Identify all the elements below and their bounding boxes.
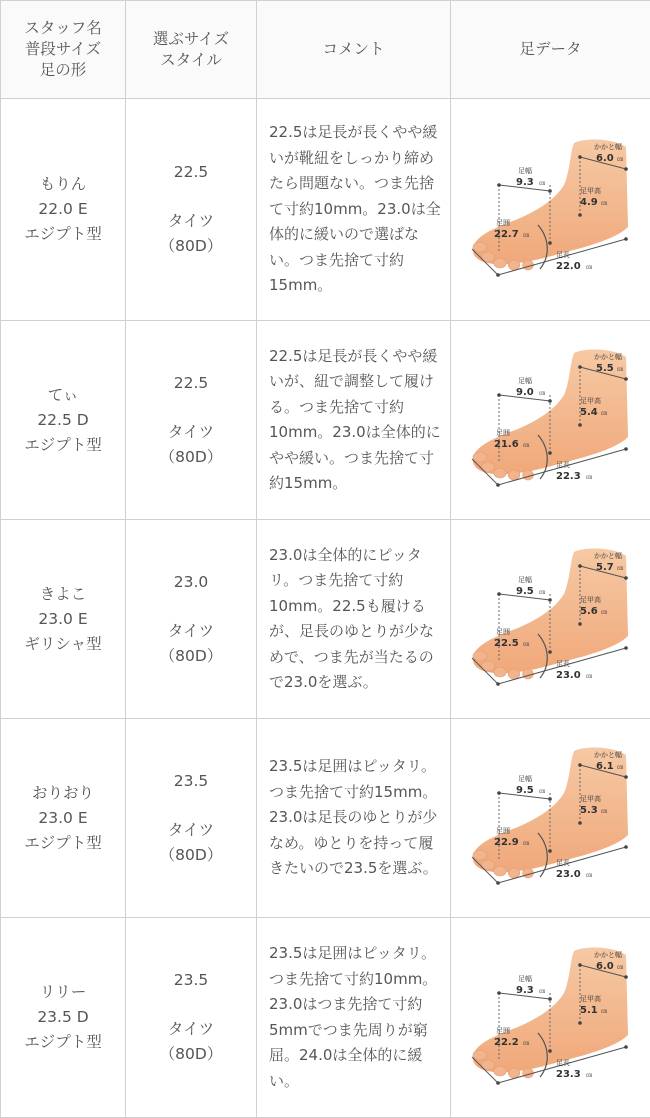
header-comment: コメント: [257, 1, 451, 99]
measure-point-icon: [497, 183, 501, 187]
toe-icon: [473, 242, 487, 252]
length-label: 足長: [556, 250, 570, 259]
heel-width-label: かかと幅: [594, 142, 622, 151]
table-row: [1, 918, 650, 1118]
foot-diagram: [466, 135, 636, 285]
measure-point-icon: [497, 791, 501, 795]
toe-icon: [493, 468, 505, 478]
foot-width-label: 足幅: [518, 974, 532, 983]
style-denier: （80D）: [126, 445, 256, 470]
unit-label: ㎝: [586, 264, 592, 271]
toe-icon: [508, 470, 520, 480]
measure-point-icon: [496, 881, 500, 885]
heel-width-value: 5.7: [596, 562, 614, 573]
toe-icon: [473, 1050, 487, 1060]
style-name: タイツ: [126, 420, 256, 445]
staff-name: もりん: [1, 172, 125, 197]
girth-value: 22.2: [494, 1037, 519, 1048]
length-label: 足長: [556, 1058, 570, 1067]
length-label: 足長: [556, 858, 570, 867]
length-value: 22.3: [556, 471, 581, 482]
measure-point-icon: [578, 1021, 582, 1025]
foot-width-label: 足幅: [518, 575, 532, 584]
foot-diagram: [466, 943, 636, 1093]
foot-diagram: [466, 743, 636, 893]
measure-point-icon: [548, 650, 552, 654]
foot-shape: エジプト型: [1, 433, 125, 458]
foot-width-value: 9.5: [516, 785, 534, 796]
length-value: 22.0: [556, 261, 581, 272]
unit-label: ㎝: [617, 964, 623, 971]
foot-width-label: 足幅: [518, 774, 532, 783]
staff-name: きよこ: [1, 582, 125, 607]
measure-point-icon: [497, 991, 501, 995]
header-size: 選ぶサイズ スタイル: [126, 1, 257, 99]
foot-width-value: 9.3: [516, 985, 534, 996]
instep-height-value: 5.4: [580, 407, 598, 418]
foot-width-value: 9.3: [516, 177, 534, 188]
instep-height-value: 4.9: [580, 197, 598, 208]
usual-size: 23.5 D: [1, 1005, 125, 1030]
unit-label: ㎝: [617, 565, 623, 572]
measure-point-icon: [624, 377, 628, 381]
unit-label: ㎝: [523, 641, 529, 648]
foot-shape: エジプト型: [1, 222, 125, 247]
chosen-size: 22.5: [126, 371, 256, 396]
staff-name: てぃ: [1, 383, 125, 408]
unit-label: ㎝: [539, 589, 545, 596]
staff-cell: [1, 520, 126, 719]
measure-point-icon: [624, 237, 628, 241]
measure-point-icon: [548, 797, 552, 801]
measure-point-icon: [624, 576, 628, 580]
length-label: 足長: [556, 460, 570, 469]
measure-point-icon: [624, 845, 628, 849]
length-value: 23.3: [556, 1069, 581, 1080]
chosen-size-cell: [126, 719, 257, 918]
comment-cell: 22.5は足長が長くやや緩いが、紐で調整して履ける。つま先捨て寸約10mm。23.0は全体的にやや緩い。つま先捨て寸約15mm。: [257, 321, 451, 520]
chosen-size-cell: [126, 918, 257, 1118]
instep-height-value: 5.1: [580, 1005, 598, 1016]
measure-point-icon: [548, 598, 552, 602]
measure-point-icon: [578, 963, 582, 967]
toe-icon: [493, 258, 505, 268]
measure-point-icon: [548, 1049, 552, 1053]
unit-label: ㎝: [617, 156, 623, 163]
heel-width-label: かかと幅: [594, 950, 622, 959]
table-row: [1, 719, 650, 918]
heel-width-value: 5.5: [596, 363, 614, 374]
girth-label: 足囲: [496, 826, 510, 835]
heel-width-label: かかと幅: [594, 750, 622, 759]
heel-width-value: 6.1: [596, 761, 614, 772]
staff-name: リリー: [1, 980, 125, 1005]
table-row: [1, 99, 650, 321]
staff-cell: [1, 719, 126, 918]
measure-point-icon: [548, 997, 552, 1001]
girth-label: 足囲: [496, 428, 510, 437]
length-label: 足長: [556, 659, 570, 668]
measure-point-icon: [578, 155, 582, 159]
comment-cell: 23.5は足囲はピッタリ。つま先捨て寸約15mm。23.0は足長のゆとりが少なめ。ゆとりを持って履きたいので23.5を選ぶ。: [257, 719, 451, 918]
usual-size: 23.0 E: [1, 806, 125, 831]
measure-point-icon: [548, 189, 552, 193]
header-staff: スタッフ名 普段サイズ 足の形: [1, 1, 126, 99]
comment-cell: 23.5は足囲はピッタリ。つま先捨て寸約10mm。23.0はつま先捨て寸約5mmでつま先周りが窮屈。24.0は全体的に緩い。: [257, 918, 451, 1118]
measure-point-icon: [578, 365, 582, 369]
measure-point-icon: [496, 483, 500, 487]
measure-point-icon: [548, 241, 552, 245]
unit-label: ㎝: [601, 808, 607, 815]
foot-data-cell: [451, 99, 650, 321]
instep-height-label: 足甲高: [580, 794, 601, 803]
instep-height-label: 足甲高: [580, 186, 601, 195]
measure-point-icon: [578, 763, 582, 767]
measure-point-icon: [624, 447, 628, 451]
chosen-size: 23.5: [126, 769, 256, 794]
heel-width-value: 6.0: [596, 961, 614, 972]
chosen-size: 23.5: [126, 968, 256, 993]
instep-height-label: 足甲高: [580, 994, 601, 1003]
heel-width-label: かかと幅: [594, 551, 622, 560]
style-denier: （80D）: [126, 234, 256, 259]
foot-diagram: [466, 544, 636, 694]
toe-icon: [508, 669, 520, 679]
instep-height-value: 5.3: [580, 805, 598, 816]
unit-label: ㎝: [523, 442, 529, 449]
unit-label: ㎝: [601, 1008, 607, 1015]
toe-icon: [473, 651, 487, 661]
instep-height-label: 足甲高: [580, 595, 601, 604]
heel-width-value: 6.0: [596, 153, 614, 164]
measure-point-icon: [497, 592, 501, 596]
girth-value: 21.6: [494, 439, 519, 450]
toe-icon: [493, 1066, 505, 1076]
header-foot-data: 足データ: [451, 1, 650, 99]
table-row: [1, 520, 650, 719]
foot-data-cell: [451, 321, 650, 520]
measure-point-icon: [578, 622, 582, 626]
chosen-size: 23.0: [126, 570, 256, 595]
foot-data-cell: [451, 719, 650, 918]
length-value: 23.0: [556, 869, 581, 880]
header-row: [1, 1, 650, 99]
foot-data-cell: [451, 918, 650, 1118]
measure-point-icon: [496, 1081, 500, 1085]
unit-label: ㎝: [617, 764, 623, 771]
measure-point-icon: [624, 646, 628, 650]
unit-label: ㎝: [601, 200, 607, 207]
measure-point-icon: [624, 975, 628, 979]
measure-point-icon: [578, 213, 582, 217]
length-value: 23.0: [556, 670, 581, 681]
measure-point-icon: [548, 399, 552, 403]
foot-shape: エジプト型: [1, 1030, 125, 1055]
unit-label: ㎝: [539, 390, 545, 397]
toe-icon: [508, 260, 520, 270]
girth-label: 足囲: [496, 627, 510, 636]
foot-diagram: [466, 345, 636, 495]
measure-point-icon: [548, 849, 552, 853]
unit-label: ㎝: [586, 474, 592, 481]
foot-shape: エジプト型: [1, 831, 125, 856]
measure-point-icon: [497, 393, 501, 397]
girth-value: 22.7: [494, 229, 519, 240]
measure-point-icon: [496, 273, 500, 277]
usual-size: 22.0 E: [1, 197, 125, 222]
foot-width-label: 足幅: [518, 376, 532, 385]
chosen-size-cell: [126, 321, 257, 520]
toe-icon: [493, 667, 505, 677]
heel-width-label: かかと幅: [594, 352, 622, 361]
foot-shape: ギリシャ型: [1, 632, 125, 657]
staff-cell: [1, 99, 126, 321]
measure-point-icon: [624, 167, 628, 171]
unit-label: ㎝: [617, 366, 623, 373]
unit-label: ㎝: [601, 609, 607, 616]
unit-label: ㎝: [539, 988, 545, 995]
toe-icon: [508, 1068, 520, 1078]
girth-label: 足囲: [496, 1026, 510, 1035]
staff-cell: [1, 918, 126, 1118]
measure-point-icon: [578, 821, 582, 825]
foot-data-cell: [451, 520, 650, 719]
measure-point-icon: [548, 451, 552, 455]
toe-icon: [493, 866, 505, 876]
style-name: タイツ: [126, 619, 256, 644]
toe-icon: [473, 452, 487, 462]
style-denier: （80D）: [126, 1042, 256, 1067]
girth-label: 足囲: [496, 218, 510, 227]
unit-label: ㎝: [601, 410, 607, 417]
instep-height-value: 5.6: [580, 606, 598, 617]
unit-label: ㎝: [539, 180, 545, 187]
staff-name: おりおり: [1, 781, 125, 806]
chosen-size: 22.5: [126, 160, 256, 185]
style-denier: （80D）: [126, 644, 256, 669]
chosen-size-cell: [126, 99, 257, 321]
style-name: タイツ: [126, 1017, 256, 1042]
toe-icon: [508, 868, 520, 878]
unit-label: ㎝: [539, 788, 545, 795]
girth-value: 22.5: [494, 638, 519, 649]
usual-size: 23.0 E: [1, 607, 125, 632]
usual-size: 22.5 D: [1, 408, 125, 433]
unit-label: ㎝: [523, 1040, 529, 1047]
girth-value: 22.9: [494, 837, 519, 848]
foot-width-label: 足幅: [518, 166, 532, 175]
chosen-size-cell: [126, 520, 257, 719]
toe-icon: [473, 850, 487, 860]
measure-point-icon: [624, 775, 628, 779]
measure-point-icon: [578, 423, 582, 427]
staff-cell: [1, 321, 126, 520]
measure-point-icon: [624, 1045, 628, 1049]
unit-label: ㎝: [523, 232, 529, 239]
comment-cell: 22.5は足長が長くやや緩いが靴紐をしっかり締めたら問題ない。つま先捨て寸約10mm。23.0は全体的に緩いので選ばない。つま先捨て寸約15mm。: [257, 99, 451, 321]
table-row: [1, 321, 650, 520]
foot-width-value: 9.0: [516, 387, 534, 398]
foot-width-value: 9.5: [516, 586, 534, 597]
unit-label: ㎝: [586, 673, 592, 680]
comment-cell: 23.0は全体的にピッタリ。つま先捨て寸約10mm。22.5も履けるが、足長のゆとりが少なめで、つま先が当たるので23.0を選ぶ。: [257, 520, 451, 719]
style-name: タイツ: [126, 818, 256, 843]
unit-label: ㎝: [586, 872, 592, 879]
measure-point-icon: [496, 682, 500, 686]
unit-label: ㎝: [586, 1072, 592, 1079]
unit-label: ㎝: [523, 840, 529, 847]
style-denier: （80D）: [126, 843, 256, 868]
instep-height-label: 足甲高: [580, 396, 601, 405]
style-name: タイツ: [126, 209, 256, 234]
measure-point-icon: [578, 564, 582, 568]
